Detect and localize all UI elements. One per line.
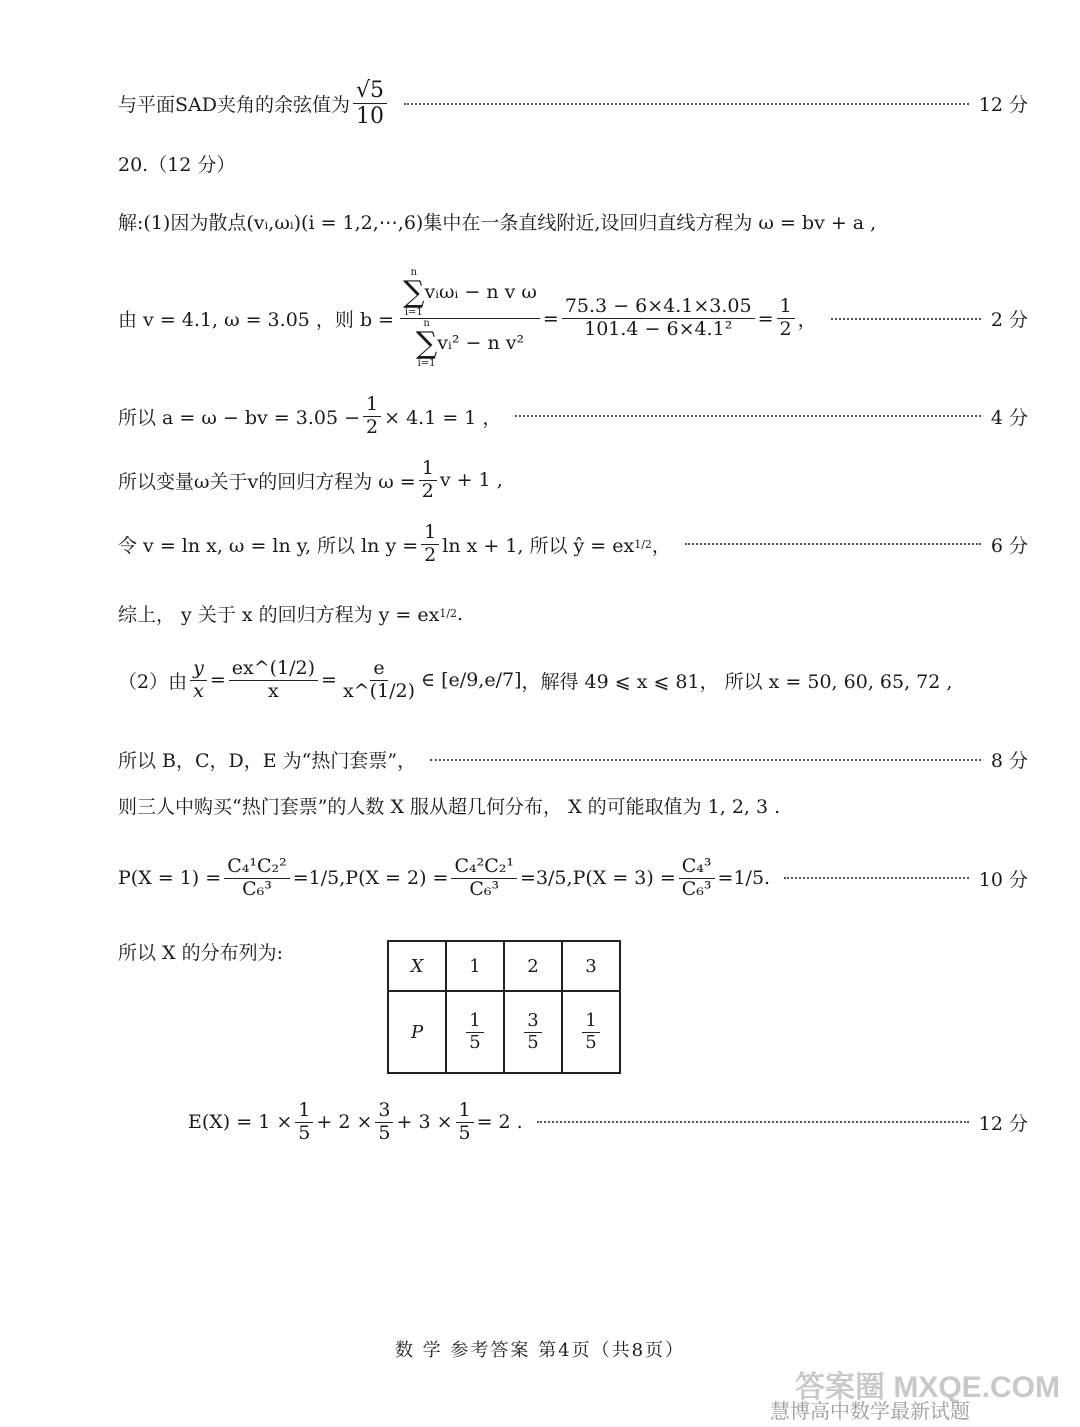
denominator: x <box>268 679 279 702</box>
text: 与平面SAD夹角的余弦值为 <box>118 94 350 117</box>
denominator: C₆³ <box>469 877 500 900</box>
comma: , <box>339 867 346 890</box>
table-row <box>388 991 620 1073</box>
text: 所以 X 的分布列为: <box>118 942 284 964</box>
numerator: C₄²C₂¹ <box>451 856 517 879</box>
numerator: 75.3 − 6×4.1×3.05 <box>562 296 755 319</box>
text: P(X = 1) = <box>118 867 222 890</box>
denominator: 5 <box>458 1121 471 1144</box>
fraction <box>229 658 318 703</box>
text: = 2 . <box>476 1111 523 1134</box>
denominator: x <box>193 679 204 702</box>
numerator: C₄³ <box>679 856 715 879</box>
limit-bottom: i=1 <box>417 358 436 369</box>
numerator: y <box>190 658 207 681</box>
fraction <box>353 78 387 130</box>
line-3 <box>118 208 1028 235</box>
line-4 <box>118 268 1028 369</box>
text: 所以变量ω关于v的回归方程为 ω = <box>118 470 416 493</box>
score: 12 分 <box>978 1112 1028 1135</box>
limit-bottom: i=1 <box>404 307 423 318</box>
watermark-text: 慧博高中数学最新试题 <box>770 1401 970 1423</box>
fraction <box>451 856 517 901</box>
sigma-icon: ∑ <box>403 275 425 310</box>
text: 由 v = 4.1, ω = 3.05 ，则 b = <box>118 309 395 331</box>
denominator: 2 <box>779 318 792 340</box>
score: 6 分 <box>990 534 1028 557</box>
fraction <box>421 522 439 567</box>
text: ln x + 1, 所以 ŷ = ex <box>442 534 635 557</box>
fraction <box>456 1100 474 1145</box>
numerator: 3 <box>375 1100 393 1123</box>
period: . <box>764 867 771 890</box>
result: 3/5 <box>535 867 567 890</box>
result: 1/5 <box>308 867 340 890</box>
denominator: 5 <box>585 1031 597 1053</box>
denominator: C₆³ <box>681 877 712 900</box>
numerator: 3 <box>524 1011 541 1033</box>
limit-top: n <box>410 267 418 278</box>
sum-numerator <box>400 268 540 319</box>
line-1 <box>118 78 1028 130</box>
numerator: √5 <box>353 78 387 104</box>
table-cell: 3 <box>562 941 620 991</box>
dot-leader <box>430 759 981 761</box>
sigma-icon: ∑ <box>415 326 438 361</box>
sum-num-text: vᵢωᵢ − n v ω <box>424 281 537 304</box>
fraction <box>375 1100 393 1145</box>
sum-fraction <box>400 268 540 369</box>
equals: = <box>209 669 226 692</box>
numerator: 1 <box>466 1011 483 1033</box>
text: E(X) = 1 × <box>188 1111 293 1134</box>
sum-denominator <box>413 319 527 369</box>
numerator: 1 <box>582 1011 599 1033</box>
equals: = <box>321 669 337 692</box>
fraction <box>340 658 418 703</box>
line-9 <box>118 658 1028 703</box>
comma: , <box>566 867 573 890</box>
numerator: ex^(1/2) <box>229 658 318 681</box>
fraction <box>524 1011 541 1053</box>
equals: = <box>717 867 734 890</box>
fraction <box>295 1100 313 1145</box>
table-cell <box>562 991 620 1073</box>
period: . <box>457 602 464 625</box>
interval-right: e/7 <box>484 669 515 692</box>
dot-leader <box>784 877 969 879</box>
sigma-block <box>403 268 424 318</box>
dot-leader <box>831 318 981 320</box>
interval-left: e/9 <box>448 669 479 692</box>
line-14 <box>188 1100 1028 1145</box>
text: 令 v = ln x, ω = ln y, 所以 ln y = <box>118 534 419 557</box>
denominator: 5 <box>527 1031 539 1053</box>
equals: = <box>757 307 774 330</box>
numerator: e <box>370 658 387 681</box>
numerator: 1 <box>295 1100 313 1123</box>
table-row <box>388 941 620 991</box>
denominator: 5 <box>469 1031 481 1053</box>
sum-den-text: vᵢ² − n v² <box>437 332 525 355</box>
line-6 <box>118 458 1028 503</box>
text: 则三人中购买“热门套票”的人数 X 服从超几何分布， X 的可能取值为 1, 2, 3 . <box>118 796 781 818</box>
denominator: 2 <box>421 479 434 502</box>
sigma-block <box>416 319 437 369</box>
numerator: 1 <box>456 1100 474 1123</box>
exponent: 1/2 <box>634 537 652 551</box>
result-fraction <box>777 296 795 341</box>
denominator: 10 <box>355 104 384 130</box>
comma: ， <box>797 309 817 331</box>
question-title <box>118 150 1028 177</box>
comma: ， <box>651 534 671 557</box>
comma: , <box>478 669 485 692</box>
score: 12 分 <box>978 94 1028 117</box>
numerator: 1 <box>419 458 437 481</box>
denominator: 101.4 − 6×4.1² <box>584 318 733 340</box>
line-8 <box>118 600 1028 627</box>
text: + 2 × <box>316 1111 373 1134</box>
numerator: 1 <box>421 522 439 545</box>
denominator: 5 <box>298 1121 311 1144</box>
text: 解:(1)因为散点(vᵢ,ωᵢ)(i = 1,2,⋯,6)集中在一条直线附近,设回归直线方程为 ω = bv + a , <box>118 212 877 234</box>
element-of: ∈ [ <box>421 669 449 692</box>
score: 4 分 <box>990 406 1028 429</box>
text: （2）由 <box>118 670 188 693</box>
text: × 4.1 = 1 ， <box>384 406 502 429</box>
text: P(X = 2) = <box>345 867 449 890</box>
equals: = <box>292 867 309 890</box>
line-10 <box>118 746 1028 773</box>
title-text: 20.（12 分） <box>118 154 236 176</box>
result: 1/5 <box>733 867 765 890</box>
bracket: ] <box>514 669 522 692</box>
table-cell <box>446 991 504 1073</box>
text: 综上， y 关于 x 的回归方程为 y = ex <box>118 604 440 626</box>
fraction <box>679 856 715 901</box>
text: 所以 a = ω − bv = 3.05 − <box>118 406 361 429</box>
fraction <box>363 394 381 439</box>
dot-leader <box>685 543 981 545</box>
denominator: 2 <box>424 543 437 566</box>
calc-fraction <box>562 296 755 341</box>
line-7 <box>118 522 1028 567</box>
table-cell: 1 <box>446 941 504 991</box>
exponent: 1/2 <box>439 607 458 620</box>
numerator: 1 <box>777 296 795 319</box>
score: 2 分 <box>990 309 1028 331</box>
table-cell: P <box>388 991 446 1073</box>
denominator: 5 <box>378 1121 391 1144</box>
table-cell: 2 <box>504 941 562 991</box>
text: + 3 × <box>396 1111 453 1134</box>
fraction <box>190 658 207 703</box>
denominator: C₆³ <box>242 877 272 900</box>
score: 8 分 <box>990 750 1028 772</box>
page-footer: 数 学 参考答案 第4页（共8页） <box>394 1340 686 1361</box>
denominator: 2 <box>366 415 379 438</box>
distribution-table <box>387 940 621 1074</box>
text: v + 1 , <box>439 469 503 492</box>
score: 10 分 <box>978 868 1028 891</box>
fraction <box>466 1011 483 1053</box>
equals: = <box>520 867 536 890</box>
table-cell: X <box>388 941 446 991</box>
limit-top: n <box>423 318 430 329</box>
equals: = <box>542 307 559 330</box>
line-5 <box>118 394 1028 439</box>
text: ，解得 49 ⩽ x ⩽ 81， 所以 x = 50, 60, 65, 72 , <box>521 670 953 693</box>
line-11 <box>118 792 1028 819</box>
numerator: C₄¹C₂² <box>224 856 290 879</box>
numerator: 1 <box>363 394 381 417</box>
table-cell <box>504 991 562 1073</box>
fraction <box>419 458 437 503</box>
fraction <box>582 1011 599 1053</box>
dot-leader <box>537 1121 969 1123</box>
watermark-logo: 答案圈 MXQE.COM <box>794 1371 1060 1404</box>
denominator: x^(1/2) <box>342 679 416 702</box>
text: 所以 B，C，D，E 为“热门套票”， <box>118 750 417 772</box>
text: P(X = 3) = <box>572 867 676 890</box>
dot-leader <box>404 103 969 105</box>
fraction <box>224 856 290 901</box>
line-12 <box>118 856 1028 901</box>
dot-leader <box>515 415 980 417</box>
